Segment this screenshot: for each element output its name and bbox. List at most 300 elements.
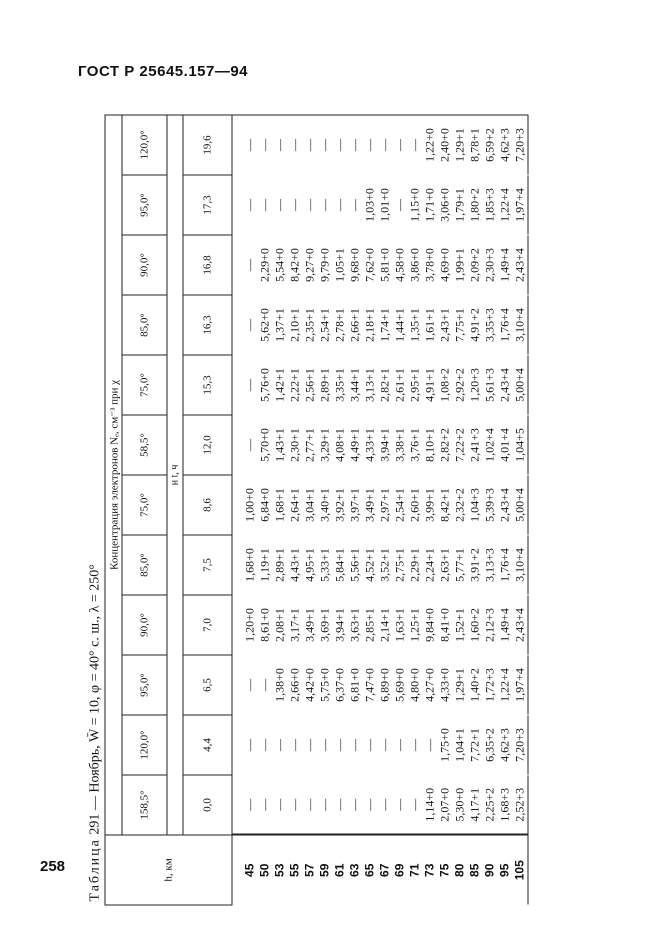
value-cell: 8,78+1 — [467, 128, 482, 162]
chi-header: 95,0° — [122, 655, 167, 715]
value-cell: 7,62+0 — [362, 248, 377, 282]
height-cell: 69 — [393, 835, 408, 905]
table-row — [483, 115, 498, 905]
value-cell: — — [257, 739, 272, 751]
table-row — [333, 115, 348, 905]
value-cell: 3,13+3 — [482, 548, 497, 582]
value-cell: 5,77+1 — [452, 548, 467, 582]
value-cell: 9,27+0 — [302, 248, 317, 282]
value-cell: — — [347, 138, 362, 151]
value-cell: 1,22+4 — [497, 188, 512, 222]
value-cell: 5,61+3 — [482, 368, 497, 402]
value-cell: 5,39+3 — [482, 488, 497, 522]
value-cell: 3,44+1 — [347, 368, 362, 402]
value-cell: 3,40+1 — [317, 488, 332, 522]
value-cell: 2,66+1 — [347, 308, 362, 342]
table-row — [393, 115, 408, 905]
value-cell: 5,54+0 — [272, 248, 287, 282]
row-header-height: h, км — [105, 835, 232, 905]
value-cell: 5,62+0 — [257, 308, 272, 342]
chi-header: 85,0° — [122, 295, 167, 355]
value-cell: 1,35+1 — [407, 308, 422, 342]
table-row — [513, 115, 529, 905]
value-cell: — — [317, 138, 332, 151]
table-row — [498, 115, 513, 905]
value-cell: 1,37+1 — [272, 308, 287, 342]
value-cell: 2,10+1 — [287, 308, 302, 342]
table-row — [303, 115, 318, 905]
time-header: 7,0 — [183, 595, 232, 655]
time-header: 12,0 — [183, 415, 232, 475]
chi-header: 90,0° — [122, 235, 167, 295]
chi-header: 120,0° — [122, 115, 167, 175]
value-cell: 1,42+1 — [272, 368, 287, 402]
value-cell: 2,12+3 — [482, 608, 497, 642]
height-cell: 85 — [468, 835, 483, 905]
table-row — [408, 115, 423, 905]
value-cell: 4,49+1 — [347, 428, 362, 462]
value-cell: 1,49+4 — [497, 608, 512, 642]
value-cell: 1,29+1 — [452, 668, 467, 702]
table-row — [258, 115, 273, 905]
value-cell: 1,01+0 — [377, 188, 392, 222]
time-header: 15,3 — [183, 355, 232, 415]
value-cell: 1,68+3 — [497, 787, 512, 822]
chi-header: 120,0° — [122, 715, 167, 775]
value-cell: 3,04+1 — [302, 488, 317, 522]
value-cell: — — [272, 199, 287, 211]
value-cell: — — [317, 798, 332, 811]
value-cell: 5,76+0 — [257, 368, 272, 402]
value-cell: 2,43+4 — [497, 488, 512, 522]
value-cell: 3,06+0 — [437, 188, 452, 222]
table-title-label: Таблица — [87, 838, 103, 902]
value-cell: — — [377, 138, 392, 151]
value-cell: 1,19+1 — [257, 548, 272, 582]
value-cell: 4,62+3 — [497, 728, 512, 762]
value-cell: 1,79+1 — [452, 188, 467, 222]
value-cell: 1,00+0 — [242, 488, 257, 522]
value-cell: 3,52+1 — [377, 548, 392, 582]
value-cell: 5,00+4 — [512, 488, 527, 522]
height-cell: 65 — [363, 835, 378, 905]
value-cell: 4,42+0 — [302, 668, 317, 702]
time-header: 16,8 — [183, 235, 232, 295]
value-cell: 3,49+1 — [362, 488, 377, 522]
value-cell: 2,85+1 — [362, 608, 377, 642]
table-row — [468, 115, 483, 905]
value-cell: 2,52+3 — [512, 787, 527, 822]
value-cell: — — [362, 798, 377, 811]
value-cell: 3,78+0 — [422, 248, 437, 282]
value-cell: 4,01+4 — [497, 428, 512, 462]
value-cell: 1,63+1 — [392, 608, 407, 642]
value-cell: 1,14+0 — [422, 787, 437, 822]
value-cell: — — [287, 739, 302, 751]
value-cell: 1,68+0 — [242, 548, 257, 582]
value-cell: 1,71+0 — [422, 188, 437, 222]
value-cell: 3,29+1 — [317, 428, 332, 462]
value-cell: 1,72+3 — [482, 668, 497, 702]
value-cell: 7,20+3 — [512, 128, 527, 162]
value-cell: 1,76+4 — [497, 548, 512, 582]
value-cell: — — [302, 739, 317, 751]
chi-header: 95,0° — [122, 175, 167, 235]
value-cell: — — [332, 739, 347, 751]
value-cell: 3,38+1 — [392, 428, 407, 462]
value-cell: 3,63+1 — [347, 608, 362, 642]
value-cell: 3,17+1 — [287, 608, 302, 642]
height-cell: 73 — [423, 835, 438, 905]
value-cell: — — [347, 199, 362, 211]
value-cell: 1,29+1 — [452, 128, 467, 162]
value-cell: 2,30+3 — [482, 248, 497, 282]
value-cell: 4,80+0 — [407, 668, 422, 702]
table-row — [232, 115, 258, 905]
value-cell: 2,43+1 — [437, 308, 452, 342]
height-cell: 67 — [378, 835, 393, 905]
value-cell: 2,54+1 — [392, 488, 407, 522]
value-cell: 2,54+1 — [317, 308, 332, 342]
value-cell: 4,17+1 — [467, 787, 482, 822]
value-cell: — — [392, 739, 407, 751]
value-cell: 1,74+1 — [377, 308, 392, 342]
value-cell: 8,10+1 — [422, 428, 437, 462]
time-header: 17,3 — [183, 175, 232, 235]
value-cell: — — [287, 199, 302, 211]
value-cell: 2,64+1 — [287, 488, 302, 522]
table-row — [453, 115, 468, 905]
value-cell: 2,14+1 — [377, 608, 392, 642]
value-cell: 1,76+4 — [497, 308, 512, 342]
value-cell: — — [392, 138, 407, 151]
value-cell: 2,77+1 — [302, 428, 317, 462]
table-title — [87, 116, 105, 906]
value-cell: 2,75+1 — [392, 548, 407, 582]
value-cell: — — [362, 739, 377, 751]
value-cell: 1,80+2 — [467, 188, 482, 222]
value-cell: 2,08+1 — [272, 608, 287, 642]
value-cell: 2,60+1 — [407, 488, 422, 522]
chi-header: 75,0° — [122, 355, 167, 415]
value-cell: 1,04+1 — [452, 728, 467, 762]
value-cell: — — [287, 138, 302, 151]
data-table — [105, 114, 529, 905]
value-cell: 8,42+0 — [287, 248, 302, 282]
value-cell: — — [332, 199, 347, 211]
value-cell: 2,92+2 — [452, 368, 467, 402]
value-cell: 2,25+2 — [482, 787, 497, 822]
value-cell: 2,63+1 — [437, 548, 452, 582]
value-cell: 3,10+4 — [512, 308, 527, 342]
height-cell: 63 — [348, 835, 363, 905]
value-cell: 1,04+5 — [512, 428, 527, 462]
value-cell: 3,94+1 — [377, 428, 392, 462]
value-cell: — — [317, 739, 332, 751]
value-cell: 9,79+0 — [317, 248, 332, 282]
value-cell: — — [302, 798, 317, 811]
value-cell: 4,43+1 — [287, 548, 302, 582]
value-cell: 8,42+1 — [437, 488, 452, 522]
value-cell: 4,91+2 — [467, 308, 482, 342]
value-cell: — — [407, 138, 422, 151]
chi-header: 75,0° — [122, 475, 167, 535]
table-title-text: 291 — Ноябрь, W̄ = 10, φ = 40° с. ш., λ = 250° — [87, 564, 103, 835]
height-cell: 95 — [498, 835, 513, 905]
value-cell: 2,18+1 — [362, 308, 377, 342]
value-cell: — — [242, 739, 257, 751]
value-cell: — — [422, 739, 437, 751]
value-cell: — — [377, 798, 392, 811]
value-cell: 2,66+0 — [287, 668, 302, 702]
value-cell: 2,24+1 — [422, 548, 437, 582]
value-cell: 3,97+1 — [347, 488, 362, 522]
value-cell: 2,89+1 — [317, 368, 332, 402]
value-cell: — — [272, 138, 287, 151]
value-cell: 5,75+0 — [317, 668, 332, 702]
value-cell: — — [242, 679, 257, 691]
value-cell: 1,97+4 — [512, 188, 527, 222]
value-cell: — — [317, 199, 332, 211]
value-cell: 6,81+0 — [347, 668, 362, 702]
value-cell: 1,22+0 — [422, 128, 437, 162]
value-cell: — — [272, 739, 287, 751]
value-cell: 3,76+1 — [407, 428, 422, 462]
value-cell: — — [407, 739, 422, 751]
value-cell: 3,69+1 — [317, 608, 332, 642]
value-cell: 1,43+1 — [272, 428, 287, 462]
value-cell: 3,49+1 — [302, 608, 317, 642]
table-row — [318, 115, 333, 905]
value-cell: — — [347, 739, 362, 751]
value-cell: 5,30+0 — [452, 787, 467, 822]
value-cell: 3,94+1 — [332, 608, 347, 642]
value-cell: 8,61+0 — [257, 608, 272, 642]
value-cell: — — [257, 138, 272, 151]
value-cell: 5,84+1 — [332, 548, 347, 582]
value-cell: 3,91+2 — [467, 548, 482, 582]
time-header: 19,6 — [183, 115, 232, 175]
value-cell: 2,07+0 — [437, 787, 452, 822]
value-cell: 4,27+0 — [422, 668, 437, 702]
page-number: 258 — [40, 858, 66, 875]
value-cell: 1,52+1 — [452, 608, 467, 642]
time-header: 16,3 — [183, 295, 232, 355]
value-cell: 1,02+4 — [482, 428, 497, 462]
value-cell: 2,35+1 — [302, 308, 317, 342]
value-cell: 1,05+1 — [332, 248, 347, 282]
value-cell: — — [287, 798, 302, 811]
value-cell: — — [242, 138, 257, 151]
time-header: 6,5 — [183, 655, 232, 715]
value-cell: 2,30+1 — [287, 428, 302, 462]
value-cell: 4,69+0 — [437, 248, 452, 282]
value-cell: 2,29+0 — [257, 248, 272, 282]
value-cell: 5,81+0 — [377, 248, 392, 282]
value-cell: 6,37+0 — [332, 668, 347, 702]
value-cell: 5,00+4 — [512, 368, 527, 402]
value-cell: 5,33+1 — [317, 548, 332, 582]
value-cell: 1,40+2 — [467, 668, 482, 702]
table-row — [438, 115, 453, 905]
value-cell: 2,32+2 — [452, 488, 467, 522]
height-cell: 75 — [438, 835, 453, 905]
table-row — [273, 115, 288, 905]
value-cell: 2,43+4 — [497, 368, 512, 402]
value-cell: 7,75+1 — [452, 308, 467, 342]
time-header: 7,5 — [183, 535, 232, 595]
value-cell: — — [242, 439, 257, 451]
value-cell: 1,22+4 — [497, 668, 512, 702]
value-cell: 2,82+1 — [377, 368, 392, 402]
height-cell: 90 — [483, 835, 498, 905]
time-header: 4,4 — [183, 715, 232, 775]
time-header: 0,0 — [183, 775, 232, 835]
value-cell: 7,22+2 — [452, 428, 467, 462]
value-cell: 2,89+1 — [272, 548, 287, 582]
table-row — [288, 115, 303, 905]
value-cell: 3,35+3 — [482, 308, 497, 342]
height-cell: 50 — [258, 835, 273, 905]
value-cell: 2,61+1 — [392, 368, 407, 402]
table-row — [423, 115, 438, 905]
value-cell: 2,43+4 — [512, 248, 527, 282]
value-cell: — — [332, 798, 347, 811]
value-cell: 1,49+4 — [497, 248, 512, 282]
value-cell: 4,52+1 — [362, 548, 377, 582]
value-cell: 8,41+0 — [437, 608, 452, 642]
table-row — [348, 115, 363, 905]
table-row — [363, 115, 378, 905]
value-cell: 2,40+0 — [437, 128, 452, 162]
value-cell: 1,15+0 — [407, 188, 422, 222]
value-cell: 2,41+3 — [467, 428, 482, 462]
subheader-time: и t, ч — [167, 115, 183, 835]
value-cell: 6,89+0 — [377, 668, 392, 702]
value-cell: 6,84+0 — [257, 488, 272, 522]
value-cell: 3,13+1 — [362, 368, 377, 402]
value-cell: — — [272, 798, 287, 811]
value-cell: 4,62+3 — [497, 128, 512, 162]
value-cell: 1,60+2 — [467, 608, 482, 642]
chi-header: 90,0° — [122, 595, 167, 655]
rotated-table-block — [87, 116, 527, 906]
value-cell: 3,92+1 — [332, 488, 347, 522]
value-cell: 3,35+1 — [332, 368, 347, 402]
value-cell: 5,56+1 — [347, 548, 362, 582]
value-cell: — — [242, 379, 257, 391]
value-cell: 1,99+1 — [452, 248, 467, 282]
value-cell: 1,03+0 — [362, 188, 377, 222]
value-cell: 1,20+3 — [467, 368, 482, 402]
chi-header: 158,5° — [122, 775, 167, 835]
height-cell: 80 — [453, 835, 468, 905]
value-cell: — — [242, 259, 257, 271]
chi-header: 58,5° — [122, 415, 167, 475]
value-cell: 3,86+0 — [407, 248, 422, 282]
value-cell: — — [242, 798, 257, 811]
value-cell: 4,95+1 — [302, 548, 317, 582]
value-cell: 2,22+1 — [287, 368, 302, 402]
height-cell: 59 — [318, 835, 333, 905]
value-cell: 2,97+1 — [377, 488, 392, 522]
value-cell: 4,91+1 — [422, 368, 437, 402]
value-cell: 7,20+3 — [512, 728, 527, 762]
value-cell: 2,82+2 — [437, 428, 452, 462]
time-header: 8,6 — [183, 475, 232, 535]
value-cell: 2,78+1 — [332, 308, 347, 342]
value-cell: — — [257, 199, 272, 211]
value-cell: 9,84+0 — [422, 608, 437, 642]
height-cell: 61 — [333, 835, 348, 905]
value-cell: — — [407, 798, 422, 811]
value-cell: 3,10+4 — [512, 548, 527, 582]
value-cell: 1,61+1 — [422, 308, 437, 342]
value-cell: 2,95+1 — [407, 368, 422, 402]
value-cell: 1,75+0 — [437, 728, 452, 762]
value-cell: — — [377, 739, 392, 751]
value-cell: 4,58+0 — [392, 248, 407, 282]
value-cell: 5,70+0 — [257, 428, 272, 462]
value-cell: 5,69+0 — [392, 668, 407, 702]
value-cell: 6,35+2 — [482, 728, 497, 762]
value-cell: 9,68+0 — [347, 248, 362, 282]
value-cell: 7,47+0 — [362, 668, 377, 702]
chi-header: 85,0° — [122, 535, 167, 595]
value-cell: 4,08+1 — [332, 428, 347, 462]
height-cell: 45 — [232, 835, 258, 905]
value-cell: 2,43+4 — [512, 608, 527, 642]
height-cell: 105 — [513, 835, 529, 905]
value-cell: 1,20+0 — [242, 608, 257, 642]
value-cell: — — [347, 798, 362, 811]
document-header: ГОСТ Р 25645.157—94 — [78, 63, 249, 80]
value-cell: — — [302, 138, 317, 151]
value-cell: 1,08+2 — [437, 368, 452, 402]
value-cell: — — [242, 199, 257, 211]
value-cell: 1,04+3 — [467, 488, 482, 522]
value-cell: 7,72+1 — [467, 728, 482, 762]
height-cell: 55 — [288, 835, 303, 905]
value-cell: 2,29+1 — [407, 548, 422, 582]
value-cell: — — [257, 679, 272, 691]
group-header: Концентрация электронов Nₑ, см⁻³ при χ — [105, 115, 122, 835]
table-row — [378, 115, 393, 905]
value-cell: 1,44+1 — [392, 308, 407, 342]
height-cell: 53 — [273, 835, 288, 905]
value-cell: 1,68+1 — [272, 488, 287, 522]
value-cell: 6,59+2 — [482, 128, 497, 162]
value-cell: 1,25+1 — [407, 608, 422, 642]
value-cell: 1,85+3 — [482, 188, 497, 222]
value-cell: 4,33+1 — [362, 428, 377, 462]
value-cell: 2,09+2 — [467, 248, 482, 282]
value-cell: 1,97+4 — [512, 668, 527, 702]
height-cell: 71 — [408, 835, 423, 905]
value-cell: 1,38+0 — [272, 668, 287, 702]
height-cell: 57 — [303, 835, 318, 905]
value-cell: 3,99+1 — [422, 488, 437, 522]
value-cell: — — [392, 798, 407, 811]
value-cell: — — [362, 138, 377, 151]
value-cell: 4,33+0 — [437, 668, 452, 702]
value-cell: — — [332, 138, 347, 151]
value-cell: — — [242, 319, 257, 331]
value-cell: — — [392, 199, 407, 211]
value-cell: 2,56+1 — [302, 368, 317, 402]
value-cell: — — [302, 199, 317, 211]
value-cell: — — [257, 798, 272, 811]
